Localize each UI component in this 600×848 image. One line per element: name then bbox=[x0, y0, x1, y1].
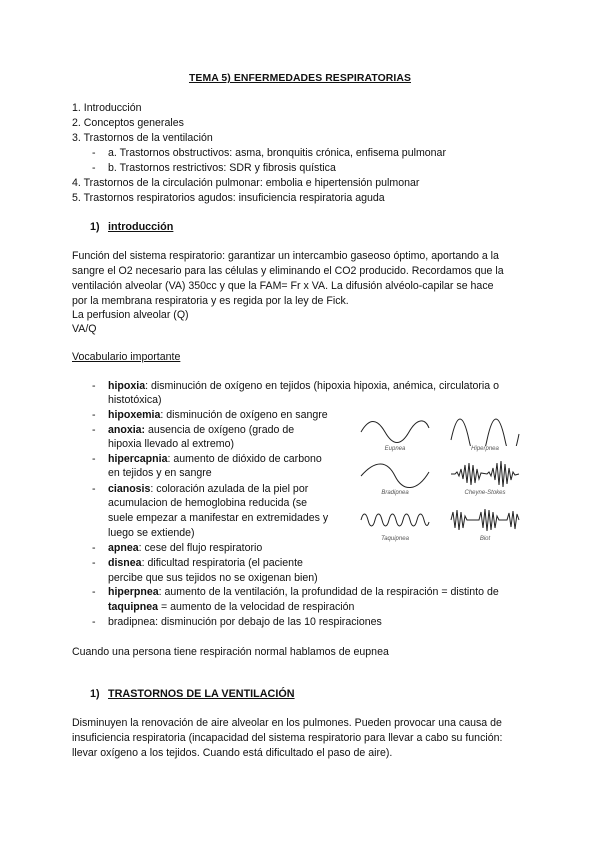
index-item-4: 4. Trastornos de la circulación pulmonar: embolia e hipertensión pulmonar bbox=[72, 177, 420, 189]
vocab-apnea bbox=[108, 541, 262, 555]
index-item-5: 5. Trastornos respiratorios agudos: insuficiencia respiratoria aguda bbox=[72, 192, 385, 204]
vocab-hipoxemia bbox=[108, 408, 328, 422]
index-item-3a: a. Trastornos obstructivos: asma, bronquitis crónica, enfisema pulmonar bbox=[108, 147, 446, 159]
vocab-cianosis-cont-2: suele empezar a manifestar en extremidades y bbox=[108, 512, 329, 524]
term: hipoxemia bbox=[108, 409, 161, 421]
vocab-disnea bbox=[108, 556, 303, 570]
section1-line-3: ventilación alveolar (VA) 350cc y que la FAM= Fr x VA. La difusión alvéolo-capilar se hace bbox=[72, 280, 494, 292]
index-item-2: 2. Conceptos generales bbox=[72, 117, 184, 129]
eupnea-sentence: Cuando una persona tiene respiración normal hablamos de eupnea bbox=[72, 646, 389, 658]
bullet-dash: - bbox=[92, 147, 96, 159]
index-item-3b: b. Trastornos restrictivos: SDR y fibrosis quística bbox=[108, 162, 336, 174]
bullet-dash: - bbox=[92, 586, 96, 598]
bullet-dash: - bbox=[92, 380, 96, 392]
definition: : aumento de la ventilación, la profundidad de la respiración = distinto de bbox=[158, 586, 499, 598]
term: cianosis bbox=[108, 483, 151, 495]
vocab-anoxia bbox=[108, 423, 294, 437]
section1-heading-wrap bbox=[108, 220, 173, 234]
index-item-3: 3. Trastornos de la ventilación bbox=[72, 132, 213, 144]
section1-line-1: Función del sistema respiratorio: garantizar un intercambio gaseoso óptimo, aportando a la bbox=[72, 250, 499, 262]
section1-number: 1) bbox=[90, 221, 100, 233]
biot-wave bbox=[449, 504, 521, 536]
section1-line-6: VA/Q bbox=[72, 323, 97, 335]
definition: : disminución de oxígeno en sangre bbox=[160, 409, 328, 421]
bullet-dash: - bbox=[92, 453, 96, 465]
vocab-hiperpnea bbox=[108, 585, 499, 599]
definition: ausencia de oxígeno (grado de bbox=[145, 424, 295, 436]
section2-heading: TRASTORNOS DE LA VENTILACIÓN bbox=[108, 688, 295, 700]
section2-line-2: insuficiencia respiratoria (incapacidad del sistema respiratorio para llevar a cabo su función: bbox=[72, 732, 503, 744]
section1-line-4: por la membrana respiratoria y es regida por la ley de Fick. bbox=[72, 295, 349, 307]
vocab-hipercapnia bbox=[108, 452, 322, 466]
term: hipoxia bbox=[108, 380, 146, 392]
bullet-dash: - bbox=[92, 557, 96, 569]
vocab-cianosis-cont-1: acumulacion de hemoglobina reducida (se bbox=[108, 497, 308, 509]
vocab-hipoxia bbox=[108, 379, 499, 393]
bullet-dash: - bbox=[92, 409, 96, 421]
eupnea-wave bbox=[359, 414, 431, 446]
term: hipercapnia bbox=[108, 453, 168, 465]
definition: : cese del flujo respiratorio bbox=[138, 542, 263, 554]
definition: : disminución de oxígeno en tejidos (hipoxia hipoxia, anémica, circulatoria o bbox=[145, 380, 500, 392]
index-item-1: 1. Introducción bbox=[72, 102, 142, 114]
vocab-heading: Vocabulario importante bbox=[72, 351, 181, 363]
section2-line-3: llevar oxígeno a los tejidos. Cuando está dificultado el paso de aire). bbox=[72, 747, 393, 759]
vocab-cianosis bbox=[108, 482, 308, 496]
vocab-taquipnea bbox=[108, 600, 354, 614]
section2-number: 1) bbox=[90, 688, 100, 700]
vocab-bradipnea: bradipnea: disminución por debajo de las 10 respiraciones bbox=[108, 616, 382, 628]
vocab-hipoxia-cont: histotóxica) bbox=[108, 394, 162, 406]
taquipnea-label: Taquipnea bbox=[381, 536, 409, 542]
hiperpnea-wave bbox=[449, 414, 521, 446]
bradipnea-wave bbox=[359, 458, 431, 490]
bradipnea-label: Bradipnea bbox=[381, 490, 409, 496]
definition: : coloración azulada de la piel por bbox=[150, 483, 309, 495]
hiperpnea-label: Hiperpnea bbox=[471, 446, 499, 452]
term: apnea bbox=[108, 542, 139, 554]
definition: : aumento de dióxido de carbono bbox=[167, 453, 322, 465]
taquipnea-wave bbox=[359, 504, 431, 536]
definition: = aumento de la velocidad de respiración bbox=[158, 601, 355, 613]
bullet-dash: - bbox=[92, 424, 96, 436]
term: hiperpnea bbox=[108, 586, 159, 598]
section1-line-5: La perfusion alveolar (Q) bbox=[72, 309, 189, 321]
eupnea-label: Eupnea bbox=[384, 446, 406, 452]
bullet-dash: - bbox=[92, 616, 96, 628]
section2-line-1: Disminuyen la renovación de aire alveolar en los pulmones. Pueden provocar una causa de bbox=[72, 717, 502, 729]
term: disnea bbox=[108, 557, 142, 569]
document-title: TEMA 5) ENFERMEDADES RESPIRATORIAS bbox=[188, 73, 411, 84]
vocab-anoxia-cont: hipoxia llevado al extremo) bbox=[108, 438, 235, 450]
term: taquipnea bbox=[108, 601, 159, 613]
section1-heading: introducción bbox=[108, 221, 174, 233]
cheyne-stokes-label: Cheyne-Stokes bbox=[464, 490, 506, 496]
term: anoxia: bbox=[108, 424, 146, 436]
section1-line-2: sangre el O2 necesario para las células y eliminando el CO2 producido. Recordamos que la bbox=[72, 265, 504, 277]
vocab-disnea-cont: percibe que sus tejidos no se oxigenan bien) bbox=[108, 572, 318, 584]
definition: : dificultad respiratoria (el paciente bbox=[141, 557, 303, 569]
vocab-cianosis-cont-3: luego se extiende) bbox=[108, 527, 195, 539]
bullet-dash: - bbox=[92, 162, 96, 174]
section2-heading-wrap bbox=[108, 687, 295, 701]
biot-label: Biot bbox=[479, 536, 491, 542]
bullet-dash: - bbox=[92, 483, 96, 495]
vocab-hipercapnia-cont: en tejidos y en sangre bbox=[108, 467, 212, 479]
breathing-patterns-figure bbox=[355, 414, 525, 546]
bullet-dash: - bbox=[92, 542, 96, 554]
cheyne-stokes-wave bbox=[449, 458, 521, 490]
